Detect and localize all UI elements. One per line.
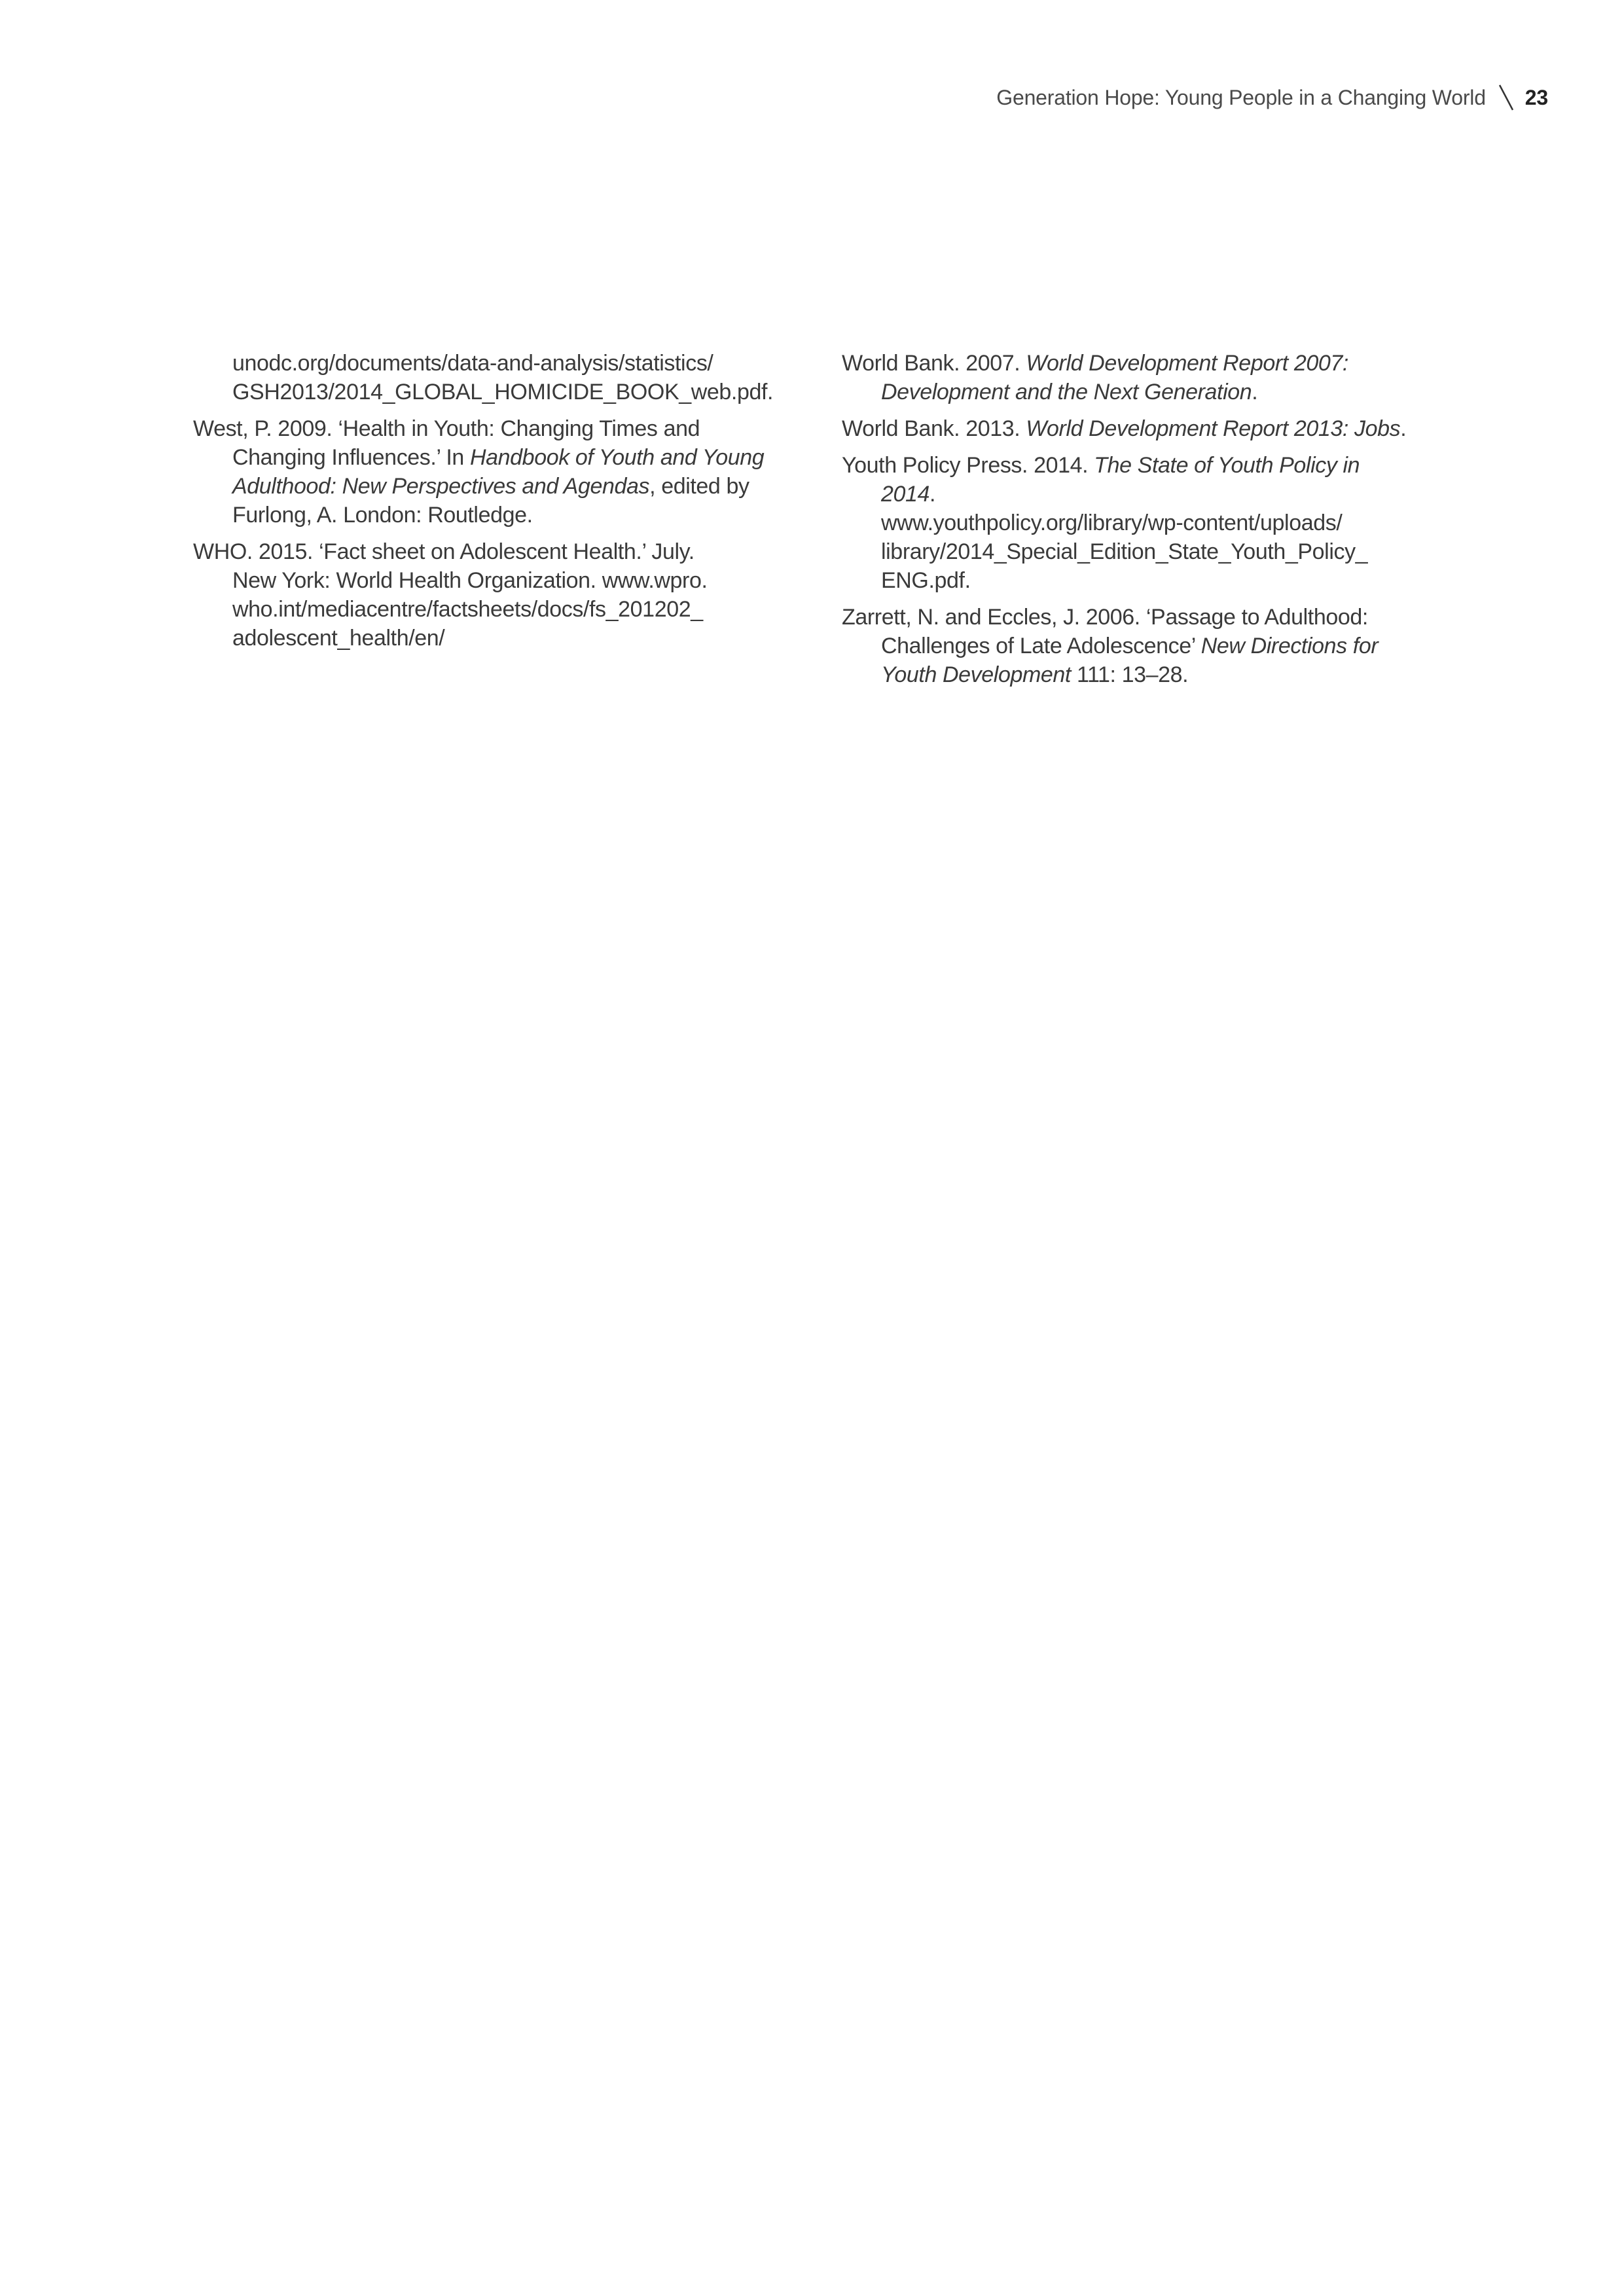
- reference-title: World Development Report 2007:: [1026, 351, 1348, 376]
- reference-line: who.int/mediacentre/factsheets/docs/fs_201202_: [232, 597, 703, 622]
- reference-text: .: [1400, 416, 1407, 441]
- reference-entry: [842, 349, 1418, 406]
- reference-title: World Development Report 2013: Jobs: [1026, 416, 1401, 441]
- reference-entry: [842, 603, 1418, 689]
- reference-url-line: www.youthpolicy.org/library/wp-content/uploads/: [881, 511, 1343, 535]
- reference-text: Challenges of Late Adolescence’: [881, 634, 1201, 658]
- reference-entry: [842, 451, 1418, 595]
- reference-title: New Directions for: [1200, 634, 1379, 658]
- reference-text: 111: 13–28.: [1070, 662, 1189, 687]
- reference-entry: [193, 414, 769, 529]
- reference-line: unodc.org/documents/data-and-analysis/statistics/: [232, 351, 713, 376]
- reference-text: World Bank. 2013.: [842, 416, 1026, 441]
- reference-entry: [193, 349, 774, 406]
- reference-text: .: [1252, 380, 1258, 404]
- reference-entry: [842, 414, 1418, 443]
- reference-title: Development and the Next Generation: [881, 380, 1252, 404]
- reference-line: West, P. 2009. ‘Health in Youth: Changing Times and: [193, 416, 700, 441]
- header-separator-icon: [1498, 82, 1515, 113]
- reference-line: adolescent_health/en/: [232, 626, 445, 651]
- running-header: [996, 82, 1548, 113]
- reference-line: WHO. 2015. ‘Fact sheet on Adolescent Health.’ July.: [193, 539, 695, 564]
- reference-title: Adulthood: New Perspectives and Agendas: [232, 474, 650, 499]
- references-right-column: [842, 349, 1418, 697]
- reference-url-line: library/2014_Special_Edition_State_Youth_Policy_: [881, 539, 1368, 564]
- reference-text: .: [929, 482, 936, 507]
- reference-line: Zarrett, N. and Eccles, J. 2006. ‘Passage to Adulthood:: [842, 605, 1368, 630]
- reference-title: Handbook of Youth and Young: [470, 445, 765, 470]
- page-number: 23: [1525, 85, 1548, 109]
- references-left-column: [193, 349, 774, 660]
- reference-url-line: ENG.pdf.: [881, 568, 971, 593]
- reference-line: GSH2013/2014_GLOBAL_HOMICIDE_BOOK_web.pdf.: [232, 380, 774, 404]
- reference-text: Changing Influences.’ In: [232, 445, 470, 470]
- reference-title: Youth Development: [881, 662, 1071, 687]
- reference-text: , edited by: [649, 474, 749, 499]
- reference-title: The State of Youth Policy in 2014: [881, 453, 1360, 507]
- reference-line: New York: World Health Organization. www.wpro.: [232, 568, 708, 593]
- reference-text: Youth Policy Press. 2014.: [842, 453, 1094, 478]
- reference-line: Furlong, A. London: Routledge.: [232, 503, 533, 528]
- reference-text: World Bank. 2007.: [842, 351, 1026, 376]
- running-title: Generation Hope: Young People in a Changing World: [996, 85, 1486, 109]
- reference-entry: [193, 537, 769, 653]
